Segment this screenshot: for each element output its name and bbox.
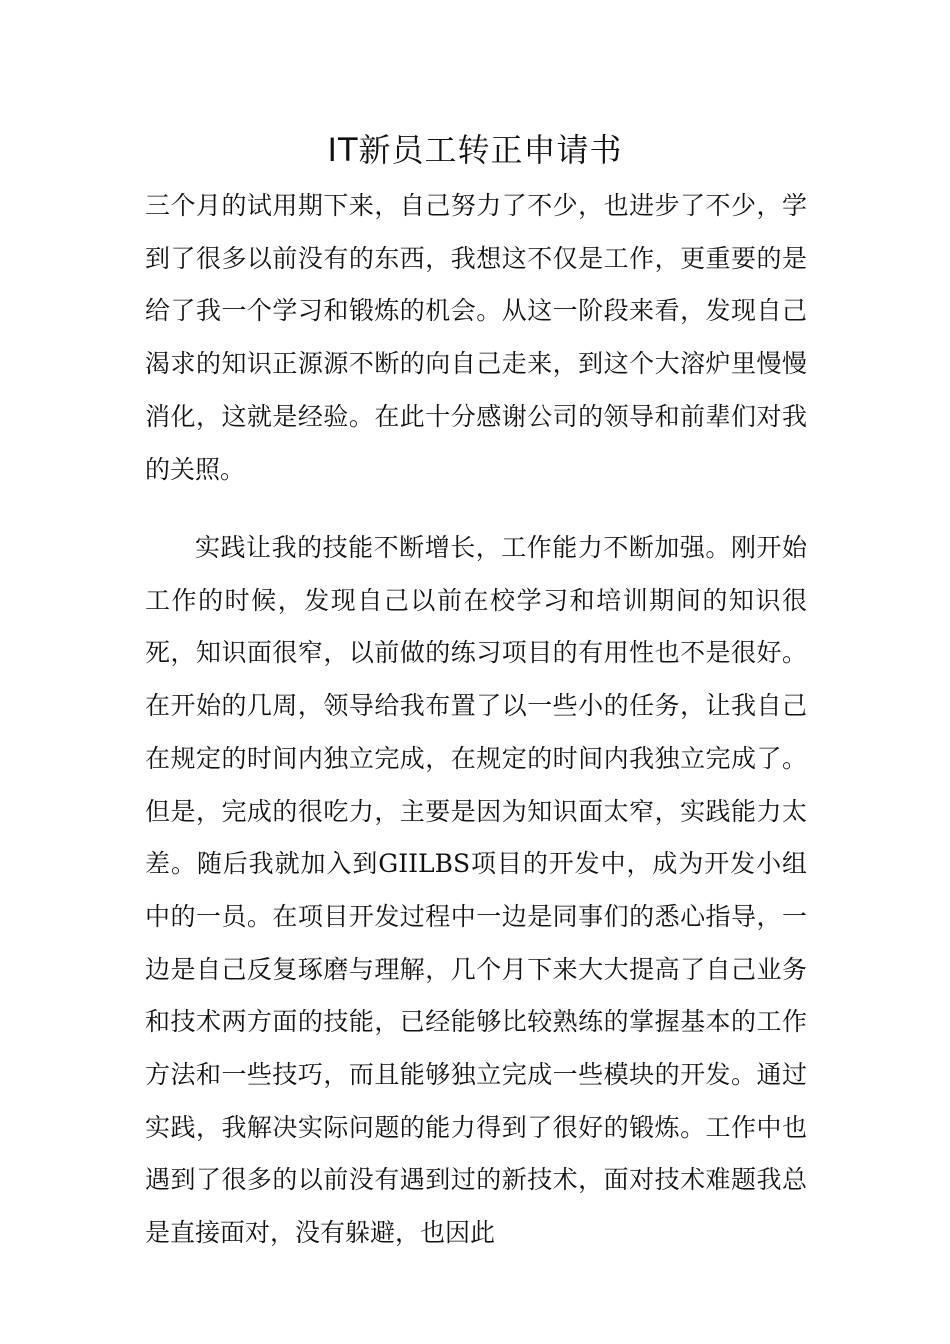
document-title: IT新员工转正申请书 — [327, 131, 623, 169]
paragraph-2: 实践让我的技能不断增长，工作能力不断加强。刚开始工作的时候，发现自己以前在校学习和培训期间的知识很死，知识面很窄，以前做的练习项目的有用性也不是很好。在开始的几周，领导给我布置了以一些小的任务，让我自己在规定的时间内独立完成，在规定的时间内我独立完成了。但是，完成的很吃力，主要是因为知识面太窄，实践能力太差。随后我就加入到GIILBS项目的开发中，成为开发小组中的一员。在项目开发过程中一边是同事们的悉心指导，一边是自己反复琢磨与理解，几个月下来大大提高了自己业务和技术两方面的技能，已经能够比较熟练的掌握基本的工作方法和一些技巧，而且能够独立完成一些模块的开发。通过实践，我解决实际问题的能力得到了很好的锻炼。工作中也遇到了很多的以前没有遇到过的新技术，面对技术难题我总是直接面对，没有躲避，也因此 — [145, 533, 807, 1248]
paragraph-1: 三个月的试用期下来，自己努力了不少，也进步了不少，学到了很多以前没有的东西，我想这不仅是工作，更重要的是给了我一个学习和锻炼的机会。从这一阶段来看，发现自己渴求的知识正源源不断的向自己走来，到这个大溶炉里慢慢消化，这就是经验。在此十分感谢公司的领导和前辈们对我的关照。 — [145, 191, 807, 484]
